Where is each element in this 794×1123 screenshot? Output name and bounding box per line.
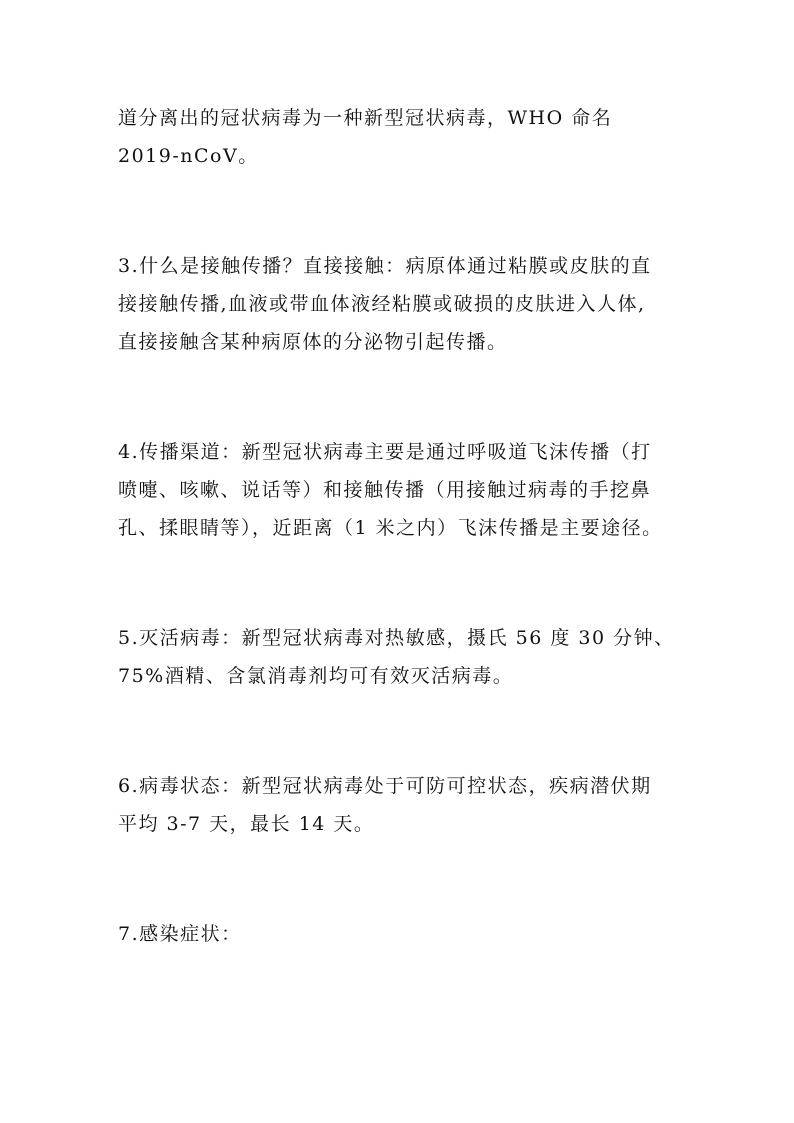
paragraph-line: 喷嚏、咳嗽、说话等）和接触传播（用接触过病毒的手挖鼻 xyxy=(118,479,652,501)
paragraph-line: 直接接触含某种病原体的分泌物引起传播。 xyxy=(118,331,508,353)
paragraph-line: 道分离出的冠状病毒为一种新型冠状病毒，WHO 命名 xyxy=(118,107,613,129)
paragraph-line: 平均 3-7 天，最长 14 天。 xyxy=(118,813,375,835)
paragraph-line: 3.什么是接触传播？直接接触：病原体通过粘膜或皮肤的直 xyxy=(118,255,652,277)
paragraph-line: 孔、揉眼睛等），近距离（1 米之内）飞沫传播是主要途径。 xyxy=(118,517,663,539)
paragraph-line: 7.感染症状： xyxy=(118,923,242,945)
paragraph-line: 2019-nCoV。 xyxy=(118,145,259,167)
paragraph-line: 75%酒精、含氯消毒剂均可有效灭活病毒。 xyxy=(118,665,514,687)
paragraph-line: 4.传播渠道：新型冠状病毒主要是通过呼吸道飞沫传播（打 xyxy=(118,441,652,463)
paragraph-line: 接接触传播,血液或带血体液经粘膜或破损的皮肤进入人体, xyxy=(118,293,646,315)
paragraph-line: 5.灭活病毒：新型冠状病毒对热敏感，摄氏 56 度 30 分钟、 xyxy=(118,627,675,649)
paragraph-line: 6.病毒状态：新型冠状病毒处于可防可控状态，疾病潜伏期 xyxy=(118,775,652,797)
